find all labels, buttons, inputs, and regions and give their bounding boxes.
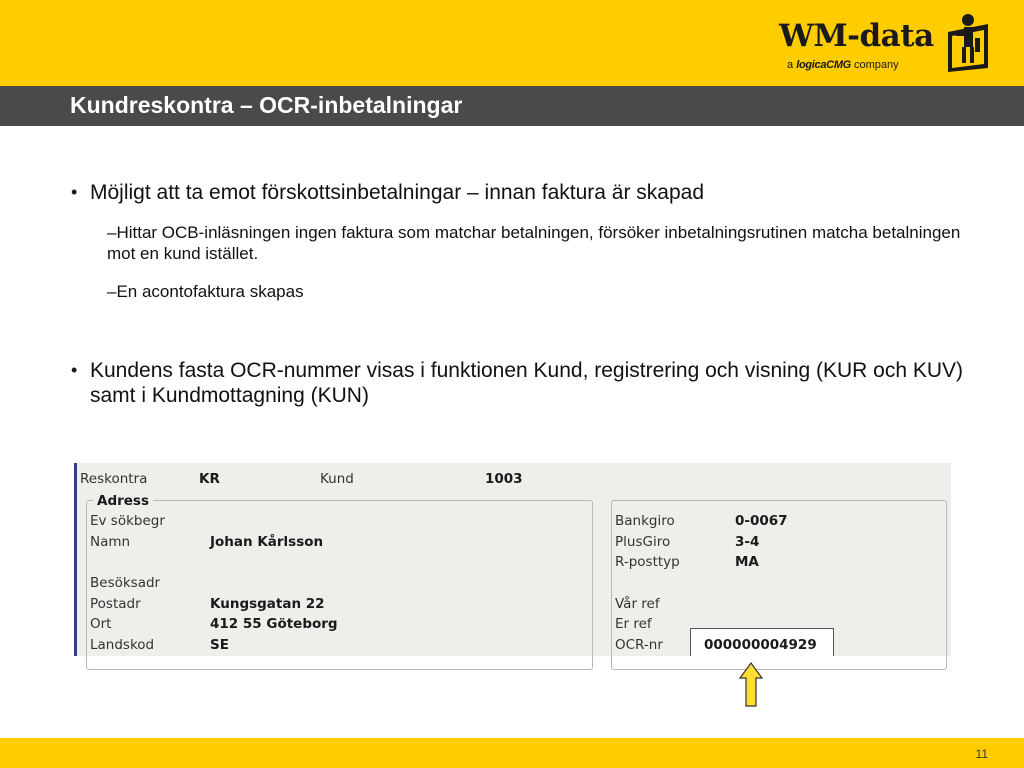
bullet-text: Kundens fasta OCR-nummer visas i funktionen Kund, registrering och visning (KUR och KUV) samt i Kundmottagning (KUN) [90, 359, 964, 407]
logo-tagline [787, 59, 899, 71]
postal-address-value: Kungsgatan 22 [210, 596, 325, 612]
logo-tagline-pre: a [787, 59, 794, 71]
country-code-value: SE [210, 637, 229, 653]
field-label: Besöksadr [90, 575, 161, 591]
header-band [0, 0, 1024, 86]
customer-name-value: Johan Kårlsson [210, 534, 324, 550]
field-label: Namn [90, 534, 131, 550]
posttype-value: MA [735, 554, 759, 570]
company-logo [779, 10, 994, 78]
customer-form-screenshot [74, 463, 951, 656]
bullet-dot-icon: • [71, 360, 78, 380]
logo-tagline-brand: logicaCMG [796, 59, 851, 71]
bullet-item [70, 358, 970, 408]
bullet-dot-icon: • [71, 182, 78, 202]
field-label: Postadr [90, 596, 141, 612]
field-label: Er ref [615, 616, 652, 632]
field-label: OCR-nr [615, 637, 663, 653]
reskontra-label: Reskontra [80, 471, 148, 487]
address-legend: Adress [93, 493, 153, 509]
sub-bullet-item: –Hittar OCB-inläsningen ingen faktura som matchar betalningen, försöker inbetalningsrutinen matcha betalningen mot en kund istället. [107, 223, 961, 263]
field-label: Vår ref [615, 596, 660, 612]
page-number: 11 [975, 747, 988, 761]
field-label: Ort [90, 616, 112, 632]
slide-content [70, 180, 970, 408]
person-at-desk-icon [942, 10, 994, 72]
field-label: PlusGiro [615, 534, 671, 550]
reskontra-value: KR [199, 471, 220, 487]
up-arrow-icon [739, 662, 763, 707]
plusgiro-value: 3-4 [735, 534, 760, 550]
slide-title: Kundreskontra – OCR-inbetalningar [70, 92, 463, 118]
bullet-text: Möjligt att ta emot förskottsinbetalningar – innan faktura är skapad [90, 181, 705, 204]
bankgiro-value: 0-0067 [735, 513, 788, 529]
ocr-number-value: 000000004929 [704, 637, 817, 653]
logo-tagline-post: company [854, 59, 899, 71]
field-label: Bankgiro [615, 513, 675, 529]
kund-value: 1003 [485, 471, 523, 487]
logo-wordmark: WM-data [779, 18, 934, 54]
kund-label: Kund [320, 471, 354, 487]
bullet-item [70, 180, 970, 205]
field-label: Landskod [90, 637, 155, 653]
field-label: R-posttyp [615, 554, 680, 570]
sub-bullet-item: –En acontofaktura skapas [107, 282, 304, 301]
title-bar [0, 86, 1024, 126]
footer-band [0, 738, 1024, 768]
city-value: 412 55 Göteborg [210, 616, 338, 632]
field-label: Ev sökbegr [90, 513, 165, 529]
